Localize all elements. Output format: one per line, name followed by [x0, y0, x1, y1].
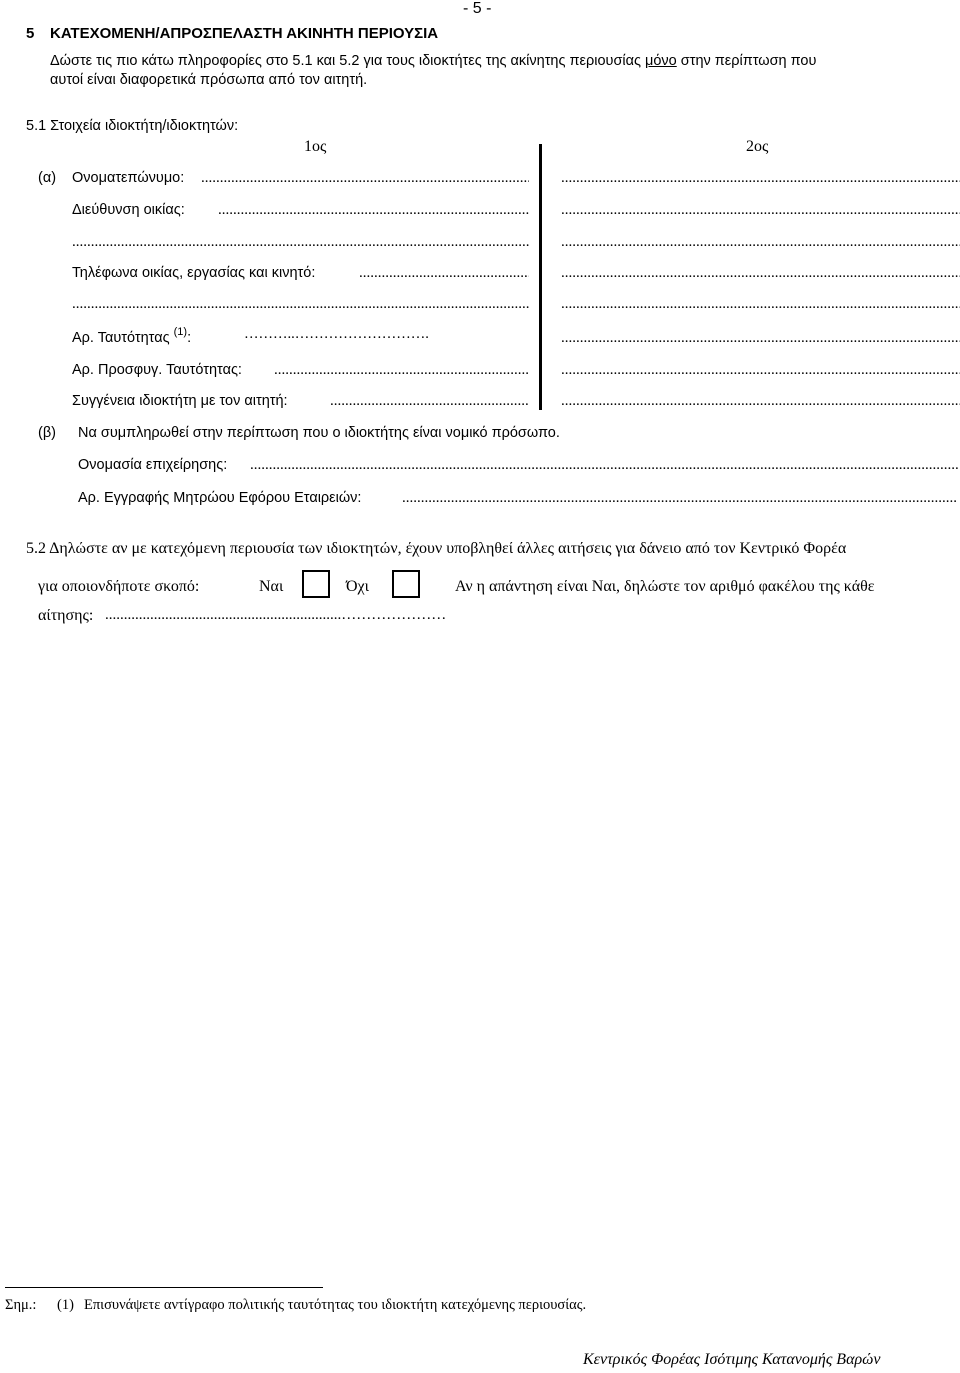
company-name-field[interactable]	[250, 457, 958, 474]
footnote-rule	[5, 1287, 323, 1288]
address-continuation-owner1[interactable]	[72, 234, 529, 251]
relation-field-owner2[interactable]	[561, 393, 960, 410]
section-intro-line2: αυτοί είναι διαφορετικά πρόσωπα από τον αιτητή.	[50, 72, 368, 88]
company-name-label: Ονομασία επιχείρησης:	[78, 457, 228, 473]
phones-field-owner2[interactable]	[561, 265, 960, 282]
emphasis-only: μόνο	[645, 53, 677, 69]
application-number-field[interactable]: ...............................................................…………………	[105, 607, 447, 623]
if-yes-instruction: Αν η απάντηση είναι Ναι, δηλώστε τον αριθμό φακέλου της κάθε	[455, 578, 875, 595]
subsection-5-2-text: 5.2 Δηλώστε αν με κατεχόμενη περιουσία των ιδιοκτητών, έχουν υποβληθεί άλλες αιτήσεις για δάνειο από τον Κεντρικό Φορέα	[26, 540, 847, 557]
id-number-label: Αρ. Ταυτότητας $^{(1)}$:	[72, 326, 192, 346]
no-checkbox[interactable]	[392, 570, 420, 598]
footnote-label: Σημ.:	[5, 1297, 37, 1313]
registry-number-field[interactable]	[402, 490, 958, 507]
column-header-1st: 1ος	[304, 138, 327, 155]
phones-continuation-owner1[interactable]	[72, 296, 529, 313]
id-number-field-owner2[interactable]	[561, 330, 960, 347]
beta-marker: (β)	[38, 425, 56, 441]
page-number: - 5 -	[463, 0, 492, 17]
address-label: Διεύθυνση οικίας:	[72, 202, 185, 218]
name-field-owner2[interactable]	[561, 170, 960, 187]
registry-number-label: Αρ. Εγγραφής Μητρώου Εφόρου Εταιρειών:	[78, 490, 362, 506]
name-label: Ονοματεπώνυμο:	[72, 170, 185, 186]
section-number: 5	[26, 25, 35, 42]
no-label: Όχι	[346, 578, 369, 595]
yes-label: Ναι	[259, 578, 284, 595]
footnote-ref: (1)	[173, 326, 188, 338]
address-field-owner1[interactable]	[218, 202, 529, 219]
purpose-label: για οποιονδήποτε σκοπό:	[38, 578, 200, 595]
refugee-id-field-owner2[interactable]	[561, 362, 960, 379]
relation-field-owner1[interactable]	[330, 393, 529, 410]
section-title: ΚΑΤΕΧΟΜΕΝΗ/ΑΠΡΟΣΠΕΛΑΣΤΗ ΑΚΙΝΗΤΗ ΠΕΡΙΟΥΣΙΑ	[50, 25, 439, 42]
phones-label: Τηλέφωνα οικίας, εργασίας και κινητό:	[72, 265, 316, 281]
section-intro-line1: Δώστε τις πιο κάτω πληροφορίες στο 5.1 και 5.2 για τους ιδιοκτήτες της ακίνητης περιουσίας μόνο στην περίπτωση που	[50, 53, 817, 69]
relation-label: Συγγένεια ιδιοκτήτη με τον αιτητή:	[72, 393, 288, 409]
refugee-id-field-owner1[interactable]	[274, 362, 529, 379]
yes-checkbox[interactable]	[302, 570, 330, 598]
footnote-marker: (1)	[57, 1297, 74, 1313]
beta-instruction: Να συμπληρωθεί στην περίπτωση που ο ιδιοκτήτης είναι νομικό πρόσωπο.	[78, 425, 560, 441]
name-field-owner1[interactable]	[201, 170, 529, 187]
phones-continuation-owner2[interactable]	[561, 296, 960, 313]
column-header-2nd: 2ος	[746, 138, 769, 155]
id-number-field-owner1[interactable]: ………..……………………….	[244, 326, 429, 342]
address-field-owner2[interactable]	[561, 202, 960, 219]
column-divider	[539, 144, 542, 410]
address-continuation-owner2[interactable]	[561, 234, 960, 251]
application-label: αίτησης:	[38, 607, 94, 624]
alpha-marker: (α)	[38, 170, 57, 186]
refugee-id-label: Αρ. Προσφυγ. Ταυτότητας:	[72, 362, 242, 378]
subsection-5-1-heading: 5.1 Στοιχεία ιδιοκτήτη/ιδιοκτητών:	[26, 118, 239, 134]
phones-field-owner1[interactable]	[359, 265, 529, 282]
footnote-text: Επισυνάψετε αντίγραφο πολιτικής ταυτότητας του ιδιοκτήτη κατεχόμενης περιουσίας.	[84, 1297, 587, 1313]
footer-organization: Κεντρικός Φορέας Ισότιμης Κατανομής Βαρών	[583, 1351, 881, 1368]
